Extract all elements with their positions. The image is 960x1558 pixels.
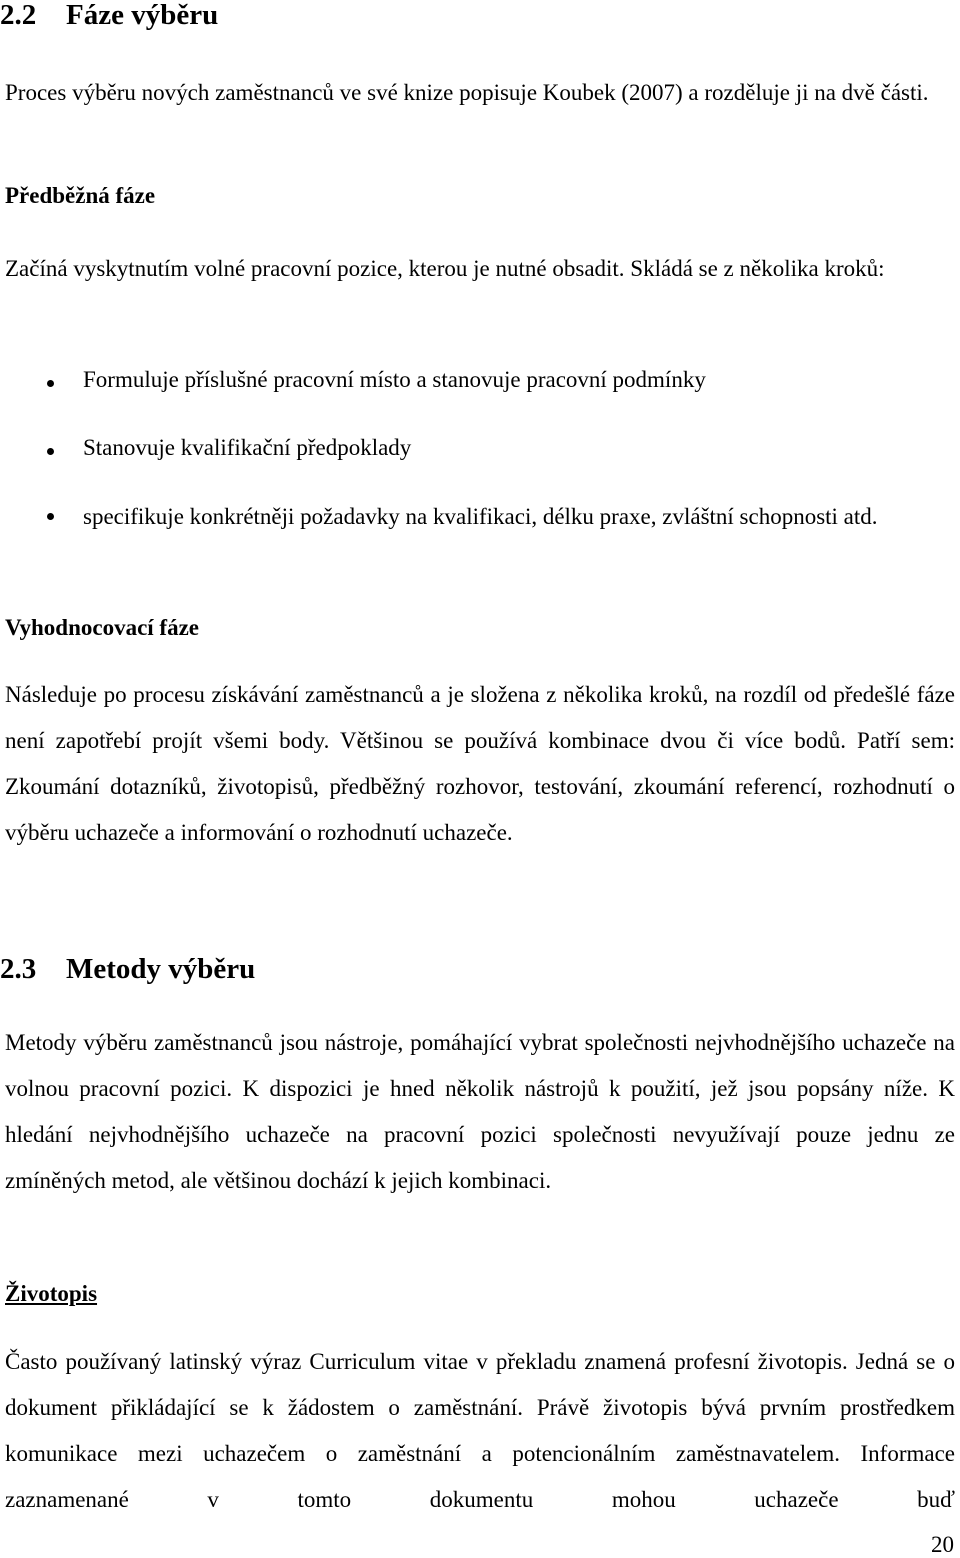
cv-heading: Životopis <box>5 1281 98 1306</box>
section-heading-2-2 <box>0 0 218 32</box>
section-title: Metody výběru <box>66 953 256 985</box>
section-number: 2.2 <box>0 0 37 31</box>
page-number: 20 <box>931 1532 954 1557</box>
section-number: 2.3 <box>0 953 37 985</box>
section-title: Fáze výběru <box>66 0 219 31</box>
section-heading-2-3 <box>0 954 255 986</box>
cv-paragraph: Často používaný latinský výraz Curriculum vitae v překladu znamená profesní životopis. Jedná se o dokument přikládající se k žádostem o zaměstnání. Právě životopis bývá prvním prostředkem komunikace mezi uchazečem o zaměstnání a potencionálním zaměstnavatelem. Informace zaznamenané v tomto dokumentu mohou uchazeče buď <box>5 1349 955 1512</box>
list-item: Formuluje příslušné pracovní místo a stanovuje pracovní podmínky <box>0 366 955 394</box>
list-item: Stanovuje kvalifikační předpoklady <box>0 434 955 462</box>
bullet-icon <box>47 513 54 520</box>
bullet-icon <box>47 380 54 387</box>
methods-paragraph: Metody výběru zaměstnanců jsou nástroje, pomáhající vybrat společnosti nejvhodnějšího uchazeče na volnou pracovní pozici. K dispozici je hned několik nástrojů k použití, jež jsou popsány níže. K hledání nejvhodnějšího uchazeče na pracovní pozici společnosti nevyužívají pouze jednu ze zmíněných metod, ale většinou dochází k jejich kombinaci. <box>5 1030 955 1193</box>
phase1-step-list <box>0 366 955 547</box>
list-item: specifikuje konkrétněji požadavky na kvalifikaci, délku praxe, zvláštní schopnosti atd. <box>0 494 955 539</box>
phase2-paragraph: Následuje po procesu získávání zaměstnanců a je složena z několika kroků, na rozdíl od předešlé fáze není zapotřebí projít všemi body. Většinou se používá kombinace dvou či více bodů. Patří sem: Zkoumání dotazníků, životopisů, předběžný rozhovor, testování, zkoumání referencí, rozhodnutí o výběru uchazeče a informování o rozhodnutí uchazeče. <box>5 682 955 845</box>
phase1-paragraph: Začíná vyskytnutím volné pracovní pozice, kterou je nutné obsadit. Skládá se z několika kroků: <box>5 256 885 281</box>
intro-paragraph: Proces výběru nových zaměstnanců ve své knize popisuje Koubek (2007) a rozděluje ji na dvě části. <box>5 80 929 105</box>
phase2-heading: Vyhodnocovací fáze <box>5 615 200 640</box>
phase1-heading: Předběžná fáze <box>5 183 156 208</box>
bullet-icon <box>47 448 54 455</box>
